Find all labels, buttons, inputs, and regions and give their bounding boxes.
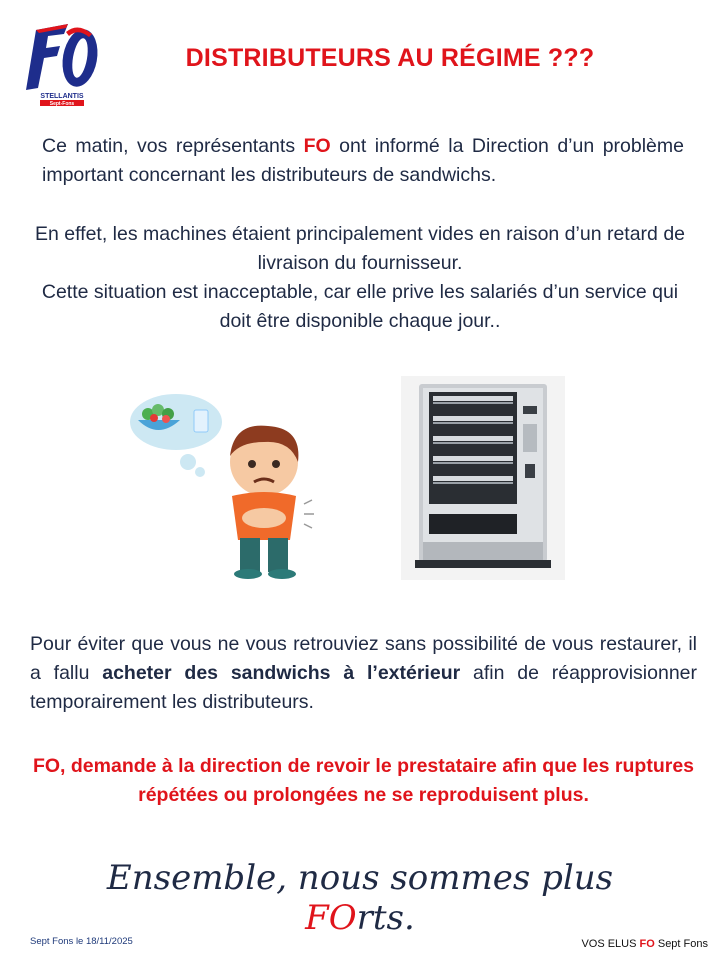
intro-text-start: Ce matin, vos représentants: [42, 135, 304, 157]
footer-signature-start: VOS ELUS: [581, 938, 640, 950]
vending-machine-image: [401, 376, 565, 580]
slogan-fo-highlight: FO: [305, 898, 357, 938]
slogan: [60, 858, 660, 938]
fo-stellantis-logo: [22, 18, 102, 106]
slogan-text-start: Ensemble, nous sommes plus: [106, 858, 614, 898]
footer-signature: [581, 938, 708, 950]
svg-text:STELLANTIS: STELLANTIS: [40, 93, 84, 100]
footer-fo-highlight: FO: [639, 938, 655, 950]
svg-text:Sept-Fons: Sept-Fons: [49, 101, 75, 106]
slogan-text-end: rts.: [356, 898, 415, 938]
intro-text-end: ont informé la Direction d’un problème important concernant les distributeurs de sandwichs.: [42, 135, 684, 186]
demand-statement: FO, demande à la direction de revoir le prestataire afin que les ruptures répétées ou prolongées ne se reproduisent plus.: [32, 755, 695, 806]
intro-paragraph: [42, 132, 684, 190]
impact-paragraph: Cette situation est inacceptable, car elle prive les salariés d’un service qui doit être disponible chaque jour..: [41, 281, 679, 332]
cause-block: [30, 220, 690, 336]
fo-highlight: FO: [303, 135, 331, 157]
hungry-child-illustration: [112, 392, 322, 580]
action-bold-text: acheter des sandwichs à l’extérieur: [102, 662, 461, 684]
footer-date: Sept Fons le 18/11/2025: [30, 936, 133, 947]
cause-paragraph: En effet, les machines étaient principalement vides en raison d’un retard de livraison du fournisseur.: [34, 223, 686, 274]
action-text-start: Pour éviter que vous ne vous retrouviez sans possibilité de vous restaurer, il a fallu: [30, 633, 697, 684]
action-text-end: afin de réapprovisionner temporairement les distributeurs.: [30, 662, 698, 713]
page-title: DISTRIBUTEURS AU RÉGIME ???: [185, 44, 595, 72]
footer-signature-end: Sept Fons: [654, 938, 708, 950]
action-paragraph: [30, 630, 697, 717]
